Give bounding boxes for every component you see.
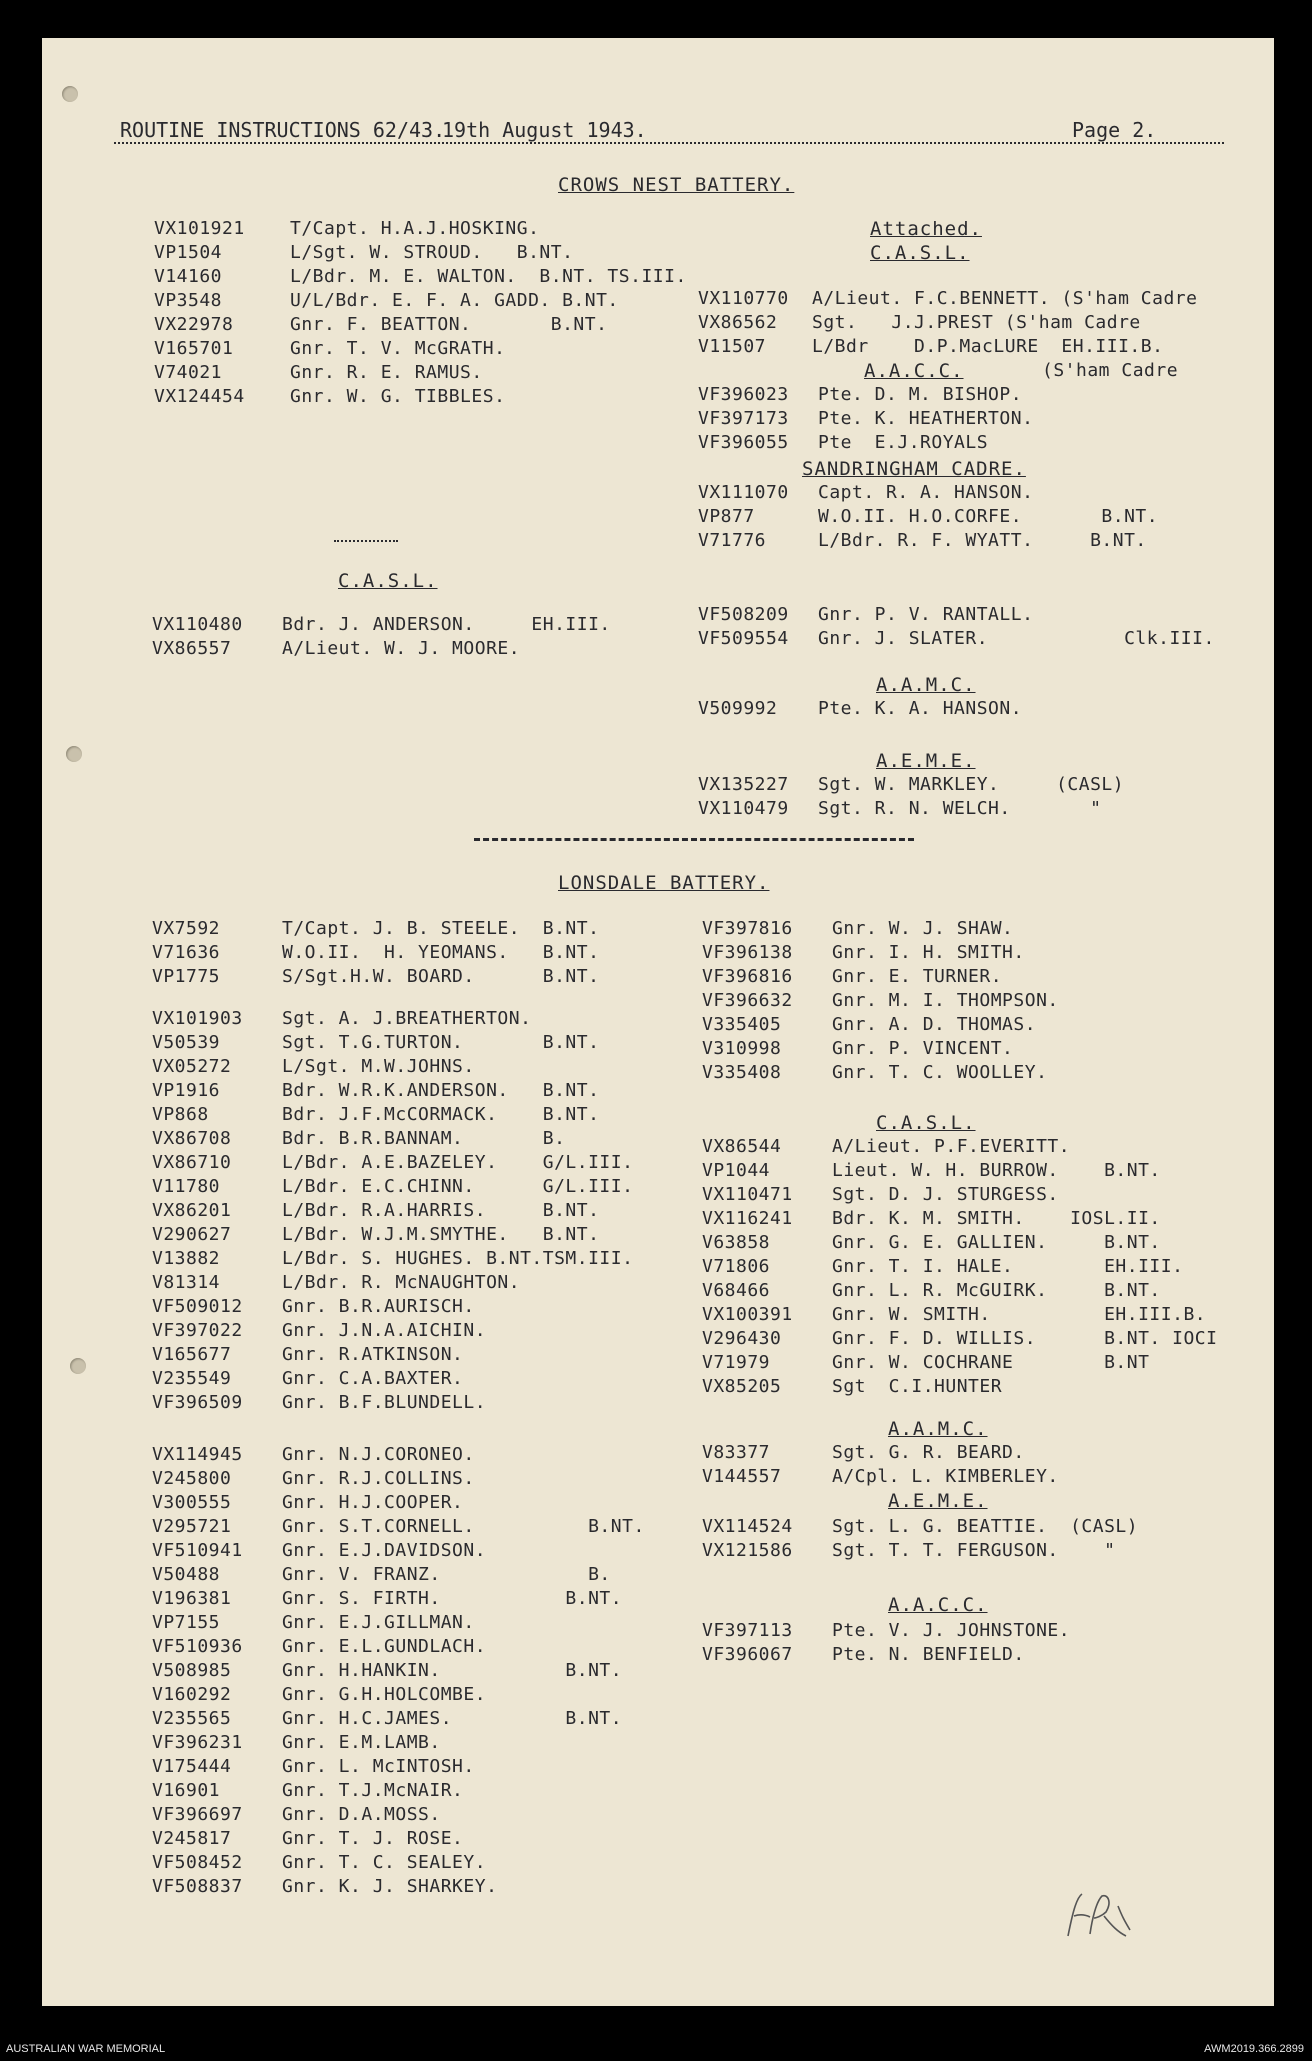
- service-number: VX86708: [152, 1128, 232, 1149]
- member-entry: Gnr. J. SLATER. Clk.III.: [818, 628, 1215, 649]
- member-entry: Gnr. P. V. RANTALL.: [818, 604, 1034, 625]
- member-entry: Gnr. W. J. SHAW.: [832, 918, 1014, 939]
- member-entry: Pte. N. BENFIELD.: [832, 1644, 1025, 1665]
- member-entry: Capt. R. A. HANSON.: [818, 482, 1034, 503]
- footer-reference: AWM2019.366.2899: [1204, 2043, 1304, 2055]
- service-number: V300555: [152, 1492, 232, 1513]
- member-entry: Gnr. E.J.DAVIDSON.: [282, 1540, 487, 1561]
- service-number: VP7155: [152, 1612, 221, 1633]
- member-entry: L/Sgt. M.W.JOHNS.: [282, 1056, 475, 1077]
- service-number: V83377: [702, 1442, 771, 1463]
- member-entry: Gnr. G.H.HOLCOMBE.: [282, 1684, 487, 1705]
- member-entry: Gnr. T. V. McGRATH.: [290, 338, 506, 359]
- service-number: VF510941: [152, 1540, 243, 1561]
- service-number: V509992: [698, 698, 778, 719]
- service-number: V63858: [702, 1232, 771, 1253]
- service-number: VP1916: [152, 1080, 221, 1101]
- member-entry: T/Capt. J. B. STEELE. B.NT.: [282, 918, 600, 939]
- service-number: VP1504: [154, 242, 223, 263]
- member-entry: Gnr. E.J.GILLMAN.: [282, 1612, 475, 1633]
- member-entry: A/Lieut. W. J. MOORE.: [282, 638, 521, 659]
- member-entry: Gnr. C.A.BAXTER.: [282, 1368, 464, 1389]
- punch-hole-lower: [70, 1358, 86, 1374]
- service-number: V71776: [698, 530, 767, 551]
- section-divider: [474, 838, 914, 841]
- service-number: VX110479: [698, 798, 789, 819]
- service-number: V165701: [154, 338, 234, 359]
- service-number: VF396231: [152, 1732, 243, 1753]
- document-title: ROUTINE INSTRUCTIONS 62/43.: [120, 118, 446, 142]
- member-entry: S/Sgt.H.W. BOARD. B.NT.: [282, 966, 600, 987]
- member-entry: Gnr. L. R. McGUIRK. B.NT.: [832, 1280, 1161, 1301]
- member-entry: Bdr. W.R.K.ANDERSON. B.NT.: [282, 1080, 600, 1101]
- service-number: V71636: [152, 942, 221, 963]
- member-entry: Gnr. T. C. SEALEY.: [282, 1852, 487, 1873]
- service-number: VF396697: [152, 1804, 243, 1825]
- handwritten-initials: [1060, 1886, 1140, 1946]
- service-number: VF510936: [152, 1636, 243, 1657]
- subheading-aacc: A.A.C.C.: [888, 1594, 988, 1616]
- subheading-aamc: A.A.M.C.: [888, 1418, 988, 1440]
- service-number: VF396138: [702, 942, 793, 963]
- service-number: V71979: [702, 1352, 771, 1373]
- service-number: VX110480: [152, 614, 243, 635]
- service-number: VX22978: [154, 314, 234, 335]
- member-entry: Gnr. T. I. HALE. EH.III.: [832, 1256, 1184, 1277]
- service-number: VF396055: [698, 432, 789, 453]
- member-entry: Gnr. W. G. TIBBLES.: [290, 386, 506, 407]
- member-entry: Gnr. B.F.BLUNDELL.: [282, 1392, 487, 1413]
- member-entry: Gnr. F. D. WILLIS. B.NT. IOCI: [832, 1328, 1218, 1349]
- member-entry: Gnr. I. H. SMITH.: [832, 942, 1025, 963]
- service-number: V235565: [152, 1708, 232, 1729]
- service-number: VX05272: [152, 1056, 232, 1077]
- member-entry: Gnr. D.A.MOSS.: [282, 1804, 441, 1825]
- member-entry: Gnr. S.T.CORNELL. B.NT.: [282, 1516, 645, 1537]
- member-entry: Gnr. E.L.GUNDLACH.: [282, 1636, 487, 1657]
- member-entry: Sgt. A. J.BREATHERTON.: [282, 1008, 532, 1029]
- member-entry: Sgt. W. MARKLEY. (CASL): [818, 774, 1125, 795]
- service-number: V235549: [152, 1368, 232, 1389]
- member-entry: Gnr. B.R.AURISCH.: [282, 1296, 475, 1317]
- member-entry: Sgt. T.G.TURTON. B.NT.: [282, 1032, 600, 1053]
- service-number: V74021: [154, 362, 223, 383]
- subheading-sandringham: SANDRINGHAM CADRE.: [802, 458, 1026, 480]
- service-number: VP1775: [152, 966, 221, 987]
- service-number: V335405: [702, 1014, 782, 1035]
- service-number: VF397173: [698, 408, 789, 429]
- service-number: VX85205: [702, 1376, 782, 1397]
- service-number: VX114945: [152, 1444, 243, 1465]
- member-entry: Sgt. R. N. WELCH. ": [818, 798, 1102, 819]
- member-entry: L/Bdr. R. F. WYATT. B.NT.: [818, 530, 1147, 551]
- member-entry: Gnr. E.M.LAMB.: [282, 1732, 441, 1753]
- member-entry: A/Cpl. L. KIMBERLEY.: [832, 1466, 1059, 1487]
- section-heading: LONSDALE BATTERY.: [558, 872, 770, 894]
- service-number: VF396023: [698, 384, 789, 405]
- service-number: V16901: [152, 1780, 221, 1801]
- document-date: 19th August 1943.: [442, 118, 647, 142]
- subheading-attached: Attached.: [870, 218, 982, 240]
- service-number: V11780: [152, 1176, 221, 1197]
- service-number: VF509554: [698, 628, 789, 649]
- member-entry: Bdr. B.R.BANNAM. B.: [282, 1128, 566, 1149]
- member-entry: Gnr. A. D. THOMAS.: [832, 1014, 1037, 1035]
- subheading-casl: C.A.S.L.: [870, 242, 970, 264]
- service-number: VF396632: [702, 990, 793, 1011]
- service-number: V14160: [154, 266, 223, 287]
- service-number: VP1044: [702, 1160, 771, 1181]
- service-number: VF396816: [702, 966, 793, 987]
- member-entry: U/L/Bdr. E. F. A. GADD. B.NT.: [290, 290, 619, 311]
- dotted-divider: [114, 142, 1224, 144]
- page-number: Page 2.: [1072, 118, 1157, 142]
- member-entry: Sgt. G. R. BEARD.: [832, 1442, 1025, 1463]
- service-number: V144557: [702, 1466, 782, 1487]
- member-entry: Gnr. H.HANKIN. B.NT.: [282, 1660, 623, 1681]
- member-entry: L/Bdr. W.J.M.SMYTHE. B.NT.: [282, 1224, 600, 1245]
- subheading-casl: C.A.S.L.: [338, 570, 438, 592]
- service-number: V508985: [152, 1660, 232, 1681]
- member-entry: L/Bdr D.P.MacLURE EH.III.B.: [812, 336, 1164, 357]
- punch-hole-middle: [66, 746, 82, 762]
- service-number: V68466: [702, 1280, 771, 1301]
- service-number: V295721: [152, 1516, 232, 1537]
- subheading-aeme: A.E.M.E.: [876, 750, 976, 772]
- service-number: V81314: [152, 1272, 221, 1293]
- service-number: VF397113: [702, 1620, 793, 1641]
- subheading-aacc: A.A.C.C.: [864, 360, 964, 382]
- member-entry: Pte. D. M. BISHOP.: [818, 384, 1023, 405]
- service-number: VX101903: [152, 1008, 243, 1029]
- service-number: VX116241: [702, 1208, 793, 1229]
- service-number: VF396509: [152, 1392, 243, 1413]
- member-entry: Bdr. K. M. SMITH. IOSL.II.: [832, 1208, 1161, 1229]
- member-entry: Gnr. F. BEATTON. B.NT.: [290, 314, 608, 335]
- dotted-divider: [334, 540, 398, 542]
- member-entry: Gnr. W. COCHRANE B.NT: [832, 1352, 1150, 1373]
- member-entry: Bdr. J.F.McCORMACK. B.NT.: [282, 1104, 600, 1125]
- member-entry: L/Sgt. W. STROUD. B.NT.: [290, 242, 574, 263]
- service-number: VX110471: [702, 1184, 793, 1205]
- member-entry: Gnr. H.J.COOPER.: [282, 1492, 464, 1513]
- member-entry: Gnr. W. SMITH. EH.III.B.: [832, 1304, 1207, 1325]
- member-entry: Gnr. M. I. THOMPSON.: [832, 990, 1059, 1011]
- member-entry: Pte E.J.ROYALS: [818, 432, 989, 453]
- service-number: V245817: [152, 1828, 232, 1849]
- member-entry: Pte. V. J. JOHNSTONE.: [832, 1620, 1071, 1641]
- service-number: V310998: [702, 1038, 782, 1059]
- member-entry: Gnr. J.N.A.AICHIN.: [282, 1320, 487, 1341]
- service-number: VX111070: [698, 482, 789, 503]
- member-entry: W.O.II. H.O.CORFE. B.NT.: [818, 506, 1159, 527]
- member-entry: Gnr. R.ATKINSON.: [282, 1344, 464, 1365]
- service-number: VP877: [698, 506, 755, 527]
- subheading-casl: C.A.S.L.: [876, 1112, 976, 1134]
- member-entry: Lieut. W. H. BURROW. B.NT.: [832, 1160, 1161, 1181]
- service-number: V296430: [702, 1328, 782, 1349]
- punch-hole-top: [62, 86, 78, 102]
- service-number: V11507: [698, 336, 767, 357]
- member-entry: Gnr. T.J.McNAIR.: [282, 1780, 464, 1801]
- service-number: VX101921: [154, 218, 245, 239]
- member-entry: A/Lieut. P.F.EVERITT.: [832, 1136, 1071, 1157]
- member-entry: L/Bdr. M. E. WALTON. B.NT. TS.III.: [290, 266, 687, 287]
- service-number: VX7592: [152, 918, 221, 939]
- service-number: V175444: [152, 1756, 232, 1777]
- member-entry: Gnr. R.J.COLLINS.: [282, 1468, 475, 1489]
- service-number: VF397816: [702, 918, 793, 939]
- member-entry: Gnr. T. C. WOOLLEY.: [832, 1062, 1048, 1083]
- service-number: V245800: [152, 1468, 232, 1489]
- service-number: VP3548: [154, 290, 223, 311]
- member-entry: Sgt. L. G. BEATTIE. (CASL): [832, 1516, 1139, 1537]
- service-number: V335408: [702, 1062, 782, 1083]
- member-entry: Sgt. J.J.PREST (S'ham Cadre: [812, 312, 1141, 333]
- member-entry: Gnr. E. TURNER.: [832, 966, 1003, 987]
- service-number: VX86557: [152, 638, 232, 659]
- service-number: V290627: [152, 1224, 232, 1245]
- member-entry: Gnr. L. McINTOSH.: [282, 1756, 475, 1777]
- document-page: [42, 38, 1274, 2006]
- cadre-note: (S'ham Cadre: [1042, 360, 1179, 381]
- service-number: VF396067: [702, 1644, 793, 1665]
- member-entry: L/Bdr. R. McNAUGHTON.: [282, 1272, 521, 1293]
- subheading-aeme: A.E.M.E.: [888, 1490, 988, 1512]
- service-number: VX110770: [698, 288, 789, 309]
- member-entry: T/Capt. H.A.J.HOSKING.: [290, 218, 540, 239]
- member-entry: L/Bdr. R.A.HARRIS. B.NT.: [282, 1200, 600, 1221]
- service-number: V50539: [152, 1032, 221, 1053]
- member-entry: A/Lieut. F.C.BENNETT. (S'ham Cadre: [812, 288, 1198, 309]
- service-number: V71806: [702, 1256, 771, 1277]
- service-number: VF509012: [152, 1296, 243, 1317]
- member-entry: L/Bdr. S. HUGHES. B.NT.TSM.III.: [282, 1248, 634, 1269]
- service-number: VX86544: [702, 1136, 782, 1157]
- member-entry: Sgt C.I.HUNTER: [832, 1376, 1003, 1397]
- service-number: VP868: [152, 1104, 209, 1125]
- member-entry: Gnr. T. J. ROSE.: [282, 1828, 464, 1849]
- service-number: V50488: [152, 1564, 221, 1585]
- service-number: VF508209: [698, 604, 789, 625]
- member-entry: Pte. K. A. HANSON.: [818, 698, 1023, 719]
- subheading-aamc: A.A.M.C.: [876, 674, 976, 696]
- member-entry: Gnr. N.J.CORONEO.: [282, 1444, 475, 1465]
- service-number: VX86562: [698, 312, 778, 333]
- service-number: VF508452: [152, 1852, 243, 1873]
- service-number: VX124454: [154, 386, 245, 407]
- service-number: VX114524: [702, 1516, 793, 1537]
- member-entry: Gnr. R. E. RAMUS.: [290, 362, 483, 383]
- service-number: V13882: [152, 1248, 221, 1269]
- service-number: V196381: [152, 1588, 232, 1609]
- member-entry: Gnr. P. VINCENT.: [832, 1038, 1014, 1059]
- section-heading: CROWS NEST BATTERY.: [558, 174, 795, 196]
- service-number: VF397022: [152, 1320, 243, 1341]
- member-entry: Gnr. S. FIRTH. B.NT.: [282, 1588, 623, 1609]
- member-entry: Bdr. J. ANDERSON. EH.III.: [282, 614, 611, 635]
- member-entry: Gnr. K. J. SHARKEY.: [282, 1876, 498, 1897]
- member-entry: Gnr. G. E. GALLIEN. B.NT.: [832, 1232, 1161, 1253]
- member-entry: Pte. K. HEATHERTON.: [818, 408, 1034, 429]
- member-entry: Sgt. D. J. STURGESS.: [832, 1184, 1059, 1205]
- service-number: VF508837: [152, 1876, 243, 1897]
- footer-credit: AUSTRALIAN WAR MEMORIAL: [6, 2043, 166, 2055]
- service-number: V165677: [152, 1344, 232, 1365]
- service-number: VX135227: [698, 774, 789, 795]
- service-number: V160292: [152, 1684, 232, 1705]
- member-entry: Gnr. V. FRANZ. B.: [282, 1564, 611, 1585]
- member-entry: Sgt. T. T. FERGUSON. ": [832, 1540, 1116, 1561]
- service-number: VX121586: [702, 1540, 793, 1561]
- service-number: VX100391: [702, 1304, 793, 1325]
- member-entry: W.O.II. H. YEOMANS. B.NT.: [282, 942, 600, 963]
- member-entry: L/Bdr. E.C.CHINN. G/L.III.: [282, 1176, 634, 1197]
- service-number: VX86710: [152, 1152, 232, 1173]
- member-entry: Gnr. H.C.JAMES. B.NT.: [282, 1708, 623, 1729]
- service-number: VX86201: [152, 1200, 232, 1221]
- member-entry: L/Bdr. A.E.BAZELEY. G/L.III.: [282, 1152, 634, 1173]
